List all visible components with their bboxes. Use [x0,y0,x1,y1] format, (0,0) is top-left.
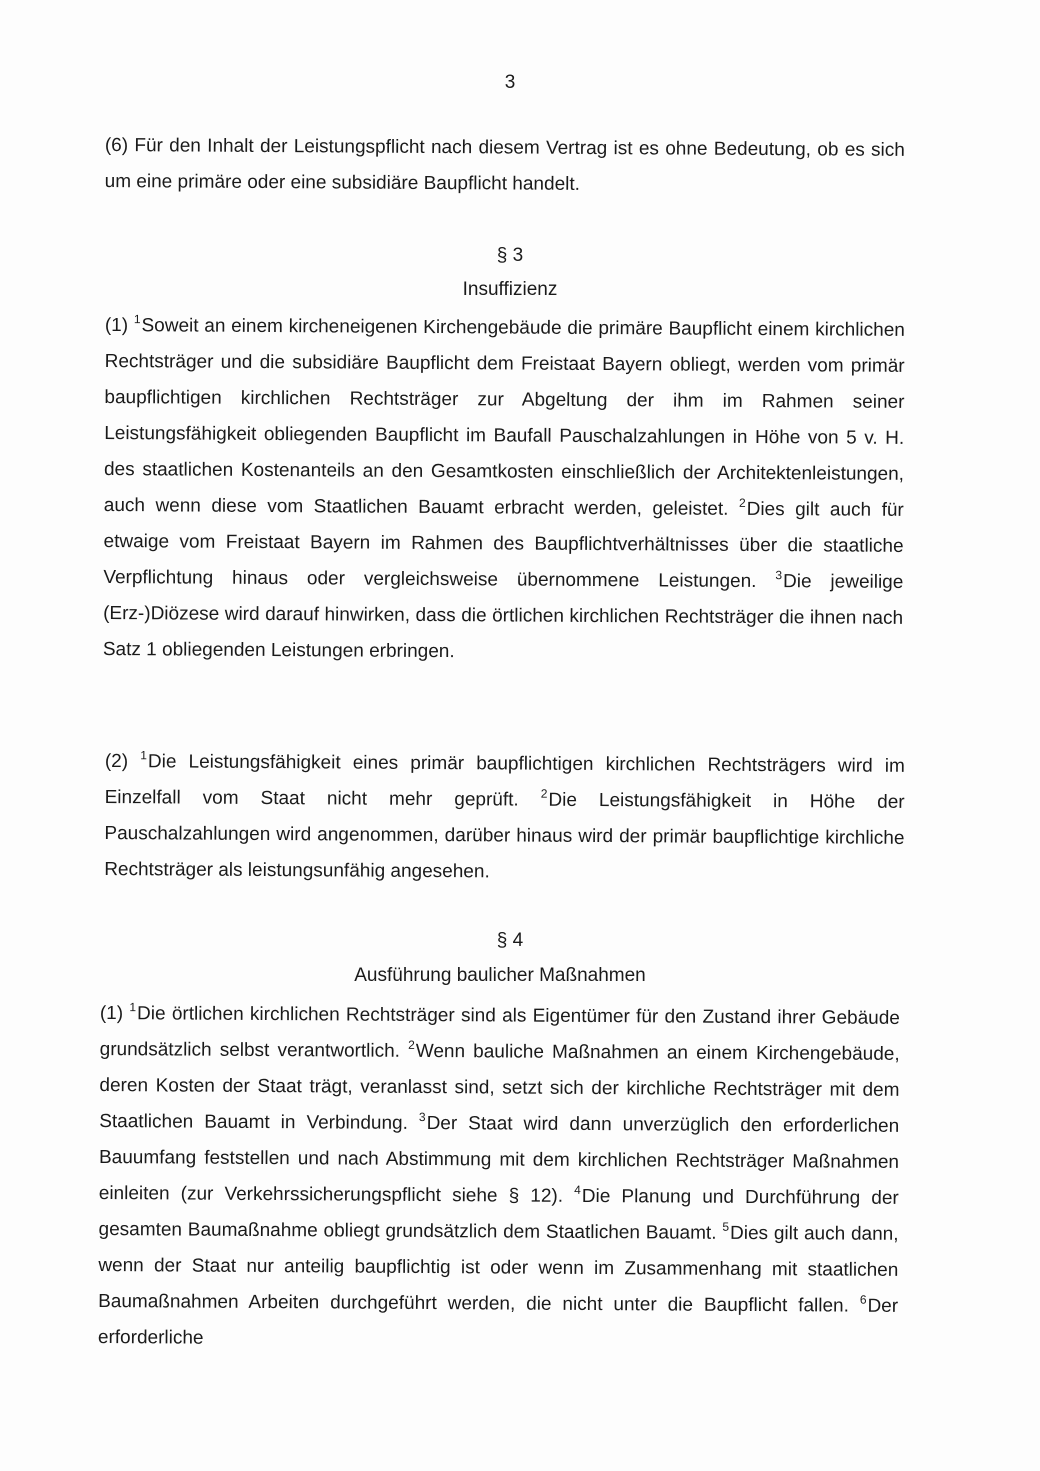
section-4-symbol: § 4 [496,930,524,951]
sentence-marker: 2 [408,1037,415,1052]
sentence: Der erforderliche [97,1295,899,1349]
sentence-marker: 1 [140,748,148,763]
sentence-marker: 3 [418,1109,426,1124]
sentence: Der Staat wird dann unverzüglich den erforderlichen Bauumfang feststellen und nach Abstimmung mit dem kirchlichen Rechtsträger Maßnahmen einleiten (zur Verkehrssicherungspflicht siehe § 12). [98,1112,900,1207]
section-4-title: Ausführung baulicher Maßnahmen [354,965,646,986]
paragraph-number: (1) [104,314,134,337]
paragraph-number: (2) [104,750,141,773]
section-3-paragraph-2 [104,744,905,893]
paragraph-number: (1) [99,1002,130,1025]
sentence-marker: 6 [859,1292,867,1307]
paragraph-6 [105,128,905,205]
sentence-marker: 2 [540,786,548,801]
section-4-paragraph-1 [98,996,900,1361]
sentence-marker: 4 [574,1182,581,1197]
section-3-symbol: § 3 [496,245,524,266]
section-3-title: Insuffizienz [462,279,558,300]
section-3-paragraph-1 [103,308,905,673]
sentence: Die Leistungsfähigkeit in Höhe der Pauschalzahlungen wird angenommen, darüber hinaus wird der primär baupflichtige kirchliche Rechtsträger als leistungsunfähig angesehen. [104,789,905,883]
sentence: Die jeweilige (Erz-)Diözese wird darauf hinwirken, dass die örtlichen kirchlichen Rechtsträger die ihnen nach Satz 1 obliegenden Leistungen erbringen. [102,571,904,663]
sentence: Dies gilt auch dann, wenn der Staat nur anteilig baupflichtig ist oder wenn im Zusammenhang mit staatlichen Baumaßnahmen Arbeiten durchgeführt werden, die nicht unter die Baupflicht fallen. [98,1222,899,1317]
sentence-marker: 1 [129,1000,137,1015]
sentence: Die örtlichen kirchlichen Rechtsträger sind als Eigentümer für den Zustand ihrer Gebäude grundsätzlich selbst verantwortlich. [99,1003,900,1062]
sentence: Dies gilt auch für etwaige vom Freistaat Bayern im Rahmen des Baupflichtverhältnisses über die staatliche Verpflichtung hinaus oder vergleichsweise übernommene Leistungen. [103,498,904,593]
sentence: Soweit an einem kircheneigenen Kirchengebäude die primäre Baupflicht einem kirchlichen Rechtsträger und die subsidiäre Baupflicht dem Freistaat Bayern obliegt, werden vom primär baupflichtigen kirchlichen Rechtsträger zur Abgeltung der ihm im Rahmen seiner Leistungsfähigkeit obliegenden Baupflicht im Baufall Pauschalzahlungen in Höhe von 5 v. H. des staatlichen Kostenanteils an den Gesamtkosten einschließlich der Architektenleistungen, auch wenn diese vom Staatlichen Bauamt erbracht werden, geleistet. [103,315,905,520]
sentence: Die Planung und Durchführung der gesamten Baumaßnahme obliegt grundsätzlich dem Staatlichen Bauamt. [98,1185,899,1244]
sentence-marker: 1 [133,312,141,327]
sentence-marker: 5 [722,1219,730,1234]
page-number: 3 [504,72,516,93]
sentence: Wenn bauliche Maßnahmen an einem Kirchengebäude, deren Kosten der Staat trägt, veranlasst sind, setzt sich der kirchliche Rechtsträger mit dem Staatlichen Bauamt in Verbindung. [99,1040,900,1134]
sentence: Die Leistungsfähigkeit eines primär baupflichtigen kirchlichen Rechtsträgers wird im Einzelfall vom Staat nicht mehr geprüft. [104,751,905,811]
sentence-marker: 3 [775,568,783,583]
paragraph-6-text: (6) Für den Inhalt der Leistungspflicht nach diesem Vertrag ist es ohne Bedeutung, ob es sich um eine primäre oder eine subsidiäre Baupflicht handelt. [104,134,905,195]
sentence-marker: 2 [738,495,746,510]
